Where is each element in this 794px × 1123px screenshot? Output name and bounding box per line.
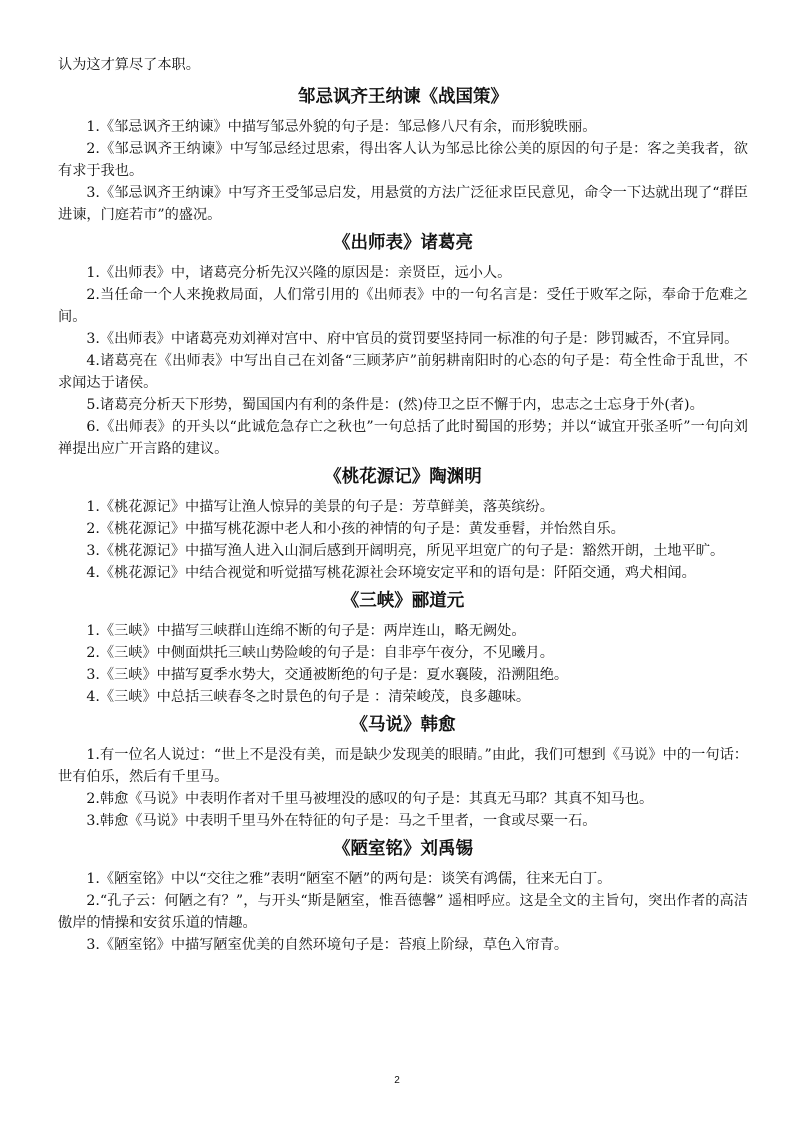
section-title: 《陋室铭》刘禹锡 <box>333 839 473 859</box>
section <box>58 836 748 956</box>
list-item: 1.《三峡》中描写三峡群山连绵不断的句子是：两岸连山，略无阙处。 <box>86 623 526 639</box>
list-item: 3.《桃花源记》中描写渔人进入山洞后感到开阔明亮，所见平坦宽广的句子是：豁然开朗，土地平旷。 <box>86 543 725 559</box>
section-title: 《三峡》郦道元 <box>341 591 465 611</box>
list-item: 1.有一位名人说过：“世上不是没有美，而是缺少发现美的眼睛。”由此，我们可想到《马说》中的一句话：世有伯乐，然后有千里马。 <box>58 747 748 785</box>
list-item: 3.韩愈《马说》中表明千里马外在特征的句子是：马之千里者，一食或尽粟一石。 <box>86 813 597 829</box>
list-item: 3.《三峡》中描写夏季水势大，交通被断绝的句子是：夏水襄陵，沿溯阻绝。 <box>86 667 569 683</box>
section <box>58 464 748 584</box>
list-item: 1.《陋室铭》中以“交往之雅”表明“陋室不陋”的两句是：谈笑有鸿儒，往来无白丁。 <box>86 871 612 887</box>
list-item: 3.《陋室铭》中描写陋室优美的自然环境句子是：苔痕上阶绿，草色入帘青。 <box>86 937 569 953</box>
list-item: 2.当任命一个人来挽救局面，人们常引用的《出师表》中的一句名言是：受任于败军之际，奉命于危难之间。 <box>58 287 748 325</box>
section <box>58 712 748 832</box>
section-title: 《出师表》诸葛亮 <box>333 233 473 253</box>
list-item: 2.《邹忌讽齐王纳谏》中写邹忌经过思索，得出客人认为邹忌比徐公美的原因的句子是：客之美我者，欲有求于我也。 <box>58 141 748 179</box>
section-title: 《马说》韩愈 <box>350 715 456 735</box>
section <box>58 588 748 708</box>
document-page <box>58 54 748 960</box>
sections-container <box>58 84 748 956</box>
page-number: 2 <box>394 1075 400 1086</box>
section <box>58 230 748 460</box>
list-item: 1.《邹忌讽齐王纳谏》中描写邹忌外貌的句子是：邹忌修八尺有余，而形貌昳丽。 <box>86 119 597 135</box>
list-item: 1.《桃花源记》中描写让渔人惊异的美景的句子是：芳草鲜美，落英缤纷。 <box>86 499 554 515</box>
list-item: 4.《三峡》中总括三峡春冬之时景色的句子是 ：清荣峻茂，良多趣味。 <box>86 689 531 705</box>
list-item: 2.韩愈《马说》中表明作者对千里马被埋没的感叹的句子是：其真无马耶？其真不知马也。 <box>86 791 654 807</box>
list-item: 4.《桃花源记》中结合视觉和听觉描写桃花源社会环境安定平和的语句是：阡陌交通，鸡犬相闻。 <box>86 565 696 581</box>
list-item: 2.“孔子云：何陋之有？”，与开头“斯是陋室，惟吾德馨” 遥相呼应。这是全文的主旨句，突出作者的高洁傲岸的情操和安贫乐道的情趣。 <box>58 893 748 931</box>
list-item: 2.《三峡》中侧面烘托三峡山势险峻的句子是：自非亭午夜分，不见曦月。 <box>86 645 554 661</box>
section-title: 邹忌讽齐王纳谏《战国策》 <box>298 87 508 107</box>
section-title: 《桃花源记》陶渊明 <box>324 467 482 487</box>
list-item: 1.《出师表》中，诸葛亮分析先汉兴隆的原因是：亲贤臣，远小人。 <box>86 265 512 281</box>
list-item: 3.《出师表》中诸葛亮劝刘禅对宫中、府中官员的赏罚要坚持同一标准的句子是：陟罚臧否，不宜异同。 <box>86 331 739 347</box>
list-item: 5.诸葛亮分析天下形势，蜀国国内有利的条件是：(然)侍卫之臣不懈于内，忠志之士忘身于外(者)。 <box>86 397 704 413</box>
continuation-text: 认为这才算尽了本职。 <box>58 57 200 73</box>
list-item: 3.《邹忌讽齐王纳谏》中写齐王受邹忌启发，用悬赏的方法广泛征求臣民意见，命令一下达就出现了“群臣进谏，门庭若市”的盛况。 <box>58 185 748 223</box>
list-item: 4.诸葛亮在《出师表》中写出自己在刘备“三顾茅庐”前躬耕南阳时的心态的句子是：苟全性命于乱世，不求闻达于诸侯。 <box>58 353 748 391</box>
section <box>58 84 748 226</box>
list-item: 2.《桃花源记》中描写桃花源中老人和小孩的神情的句子是：黄发垂髫，并怡然自乐。 <box>86 521 625 537</box>
list-item: 6.《出师表》的开头以“此诚危急存亡之秋也”一句总括了此时蜀国的形势；并以“诚宜开张圣听”一句向刘禅提出应广开言路的建议。 <box>58 419 748 457</box>
